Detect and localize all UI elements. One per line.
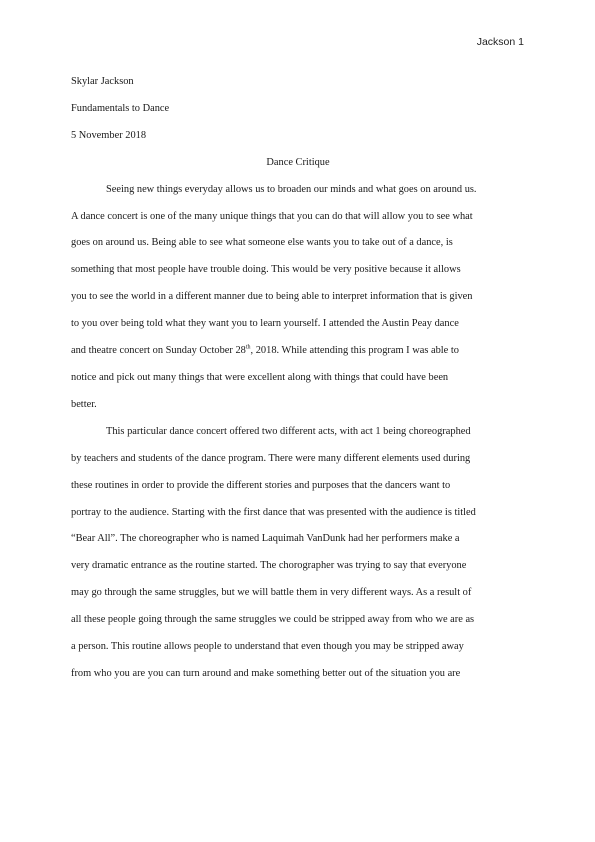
document-date: 5 November 2018 <box>71 129 147 141</box>
paragraph-line: goes on around us. Being able to see what someone else wants you to take out of a dance, is <box>71 237 453 249</box>
paragraph-line: A dance concert is one of the many unique things that you can do that will allow you to see what <box>71 210 473 222</box>
paragraph-line: notice and pick out many things that were excellent along with things that could have been <box>71 371 449 383</box>
paragraph-line: a person. This routine allows people to understand that even though you may be stripped away <box>71 641 464 653</box>
paragraph-line: portray to the audience. Starting with the first dance that was presented with the audience is titled <box>71 506 476 518</box>
paragraph-line: these routines in order to provide the different stories and purposes that the dancers want to <box>71 479 451 491</box>
author-name: Skylar Jackson <box>71 76 134 87</box>
paragraph-1 <box>71 177 525 419</box>
line-text: , 2018. While attending this program I was able to <box>250 345 459 357</box>
paragraph-line <box>71 338 525 365</box>
paragraph-line: from who you are you can turn around and make something better out of the situation you are <box>71 667 461 679</box>
paragraph-line: very dramatic entrance as the routine started. The chorographer was trying to say that everyone <box>71 560 467 572</box>
document-title: Dance Critique <box>266 156 330 168</box>
paragraph-line: This particular dance concert offered two different acts, with act 1 being choreographed <box>106 425 471 437</box>
paragraph-line: you to see the world in a different manner due to being able to interpret information that is given <box>71 291 473 303</box>
line-text: and theatre concert on Sunday October 28 <box>71 345 246 357</box>
document-body <box>71 69 525 688</box>
paragraph-line: to you over being told what they want you to learn yourself. I attended the Austin Peay dance <box>71 318 459 330</box>
ordinal-superscript: th <box>245 344 251 351</box>
running-header: Jackson 1 <box>476 36 524 48</box>
paragraph-line: something that most people have trouble doing. This would be very positive because it allows <box>71 264 461 276</box>
course-name: Fundamentals to Dance <box>71 102 170 114</box>
paragraph-line: Seeing new things everyday allows us to broaden our minds and what goes on around us. <box>106 183 477 195</box>
paragraph-line: better. <box>71 398 97 410</box>
paragraph-line: may go through the same struggles, but we will battle them in very different ways. As a result of <box>71 587 472 599</box>
paragraph-line: “Bear All”. The choreographer who is named Laquimah VanDunk had her performers make a <box>71 533 460 545</box>
paragraph-line: all these people going through the same struggles we could be stripped away from who we are as <box>71 614 475 626</box>
paragraph-2 <box>71 419 525 688</box>
paragraph-line: by teachers and students of the dance program. There were many different elements used during <box>71 452 471 464</box>
